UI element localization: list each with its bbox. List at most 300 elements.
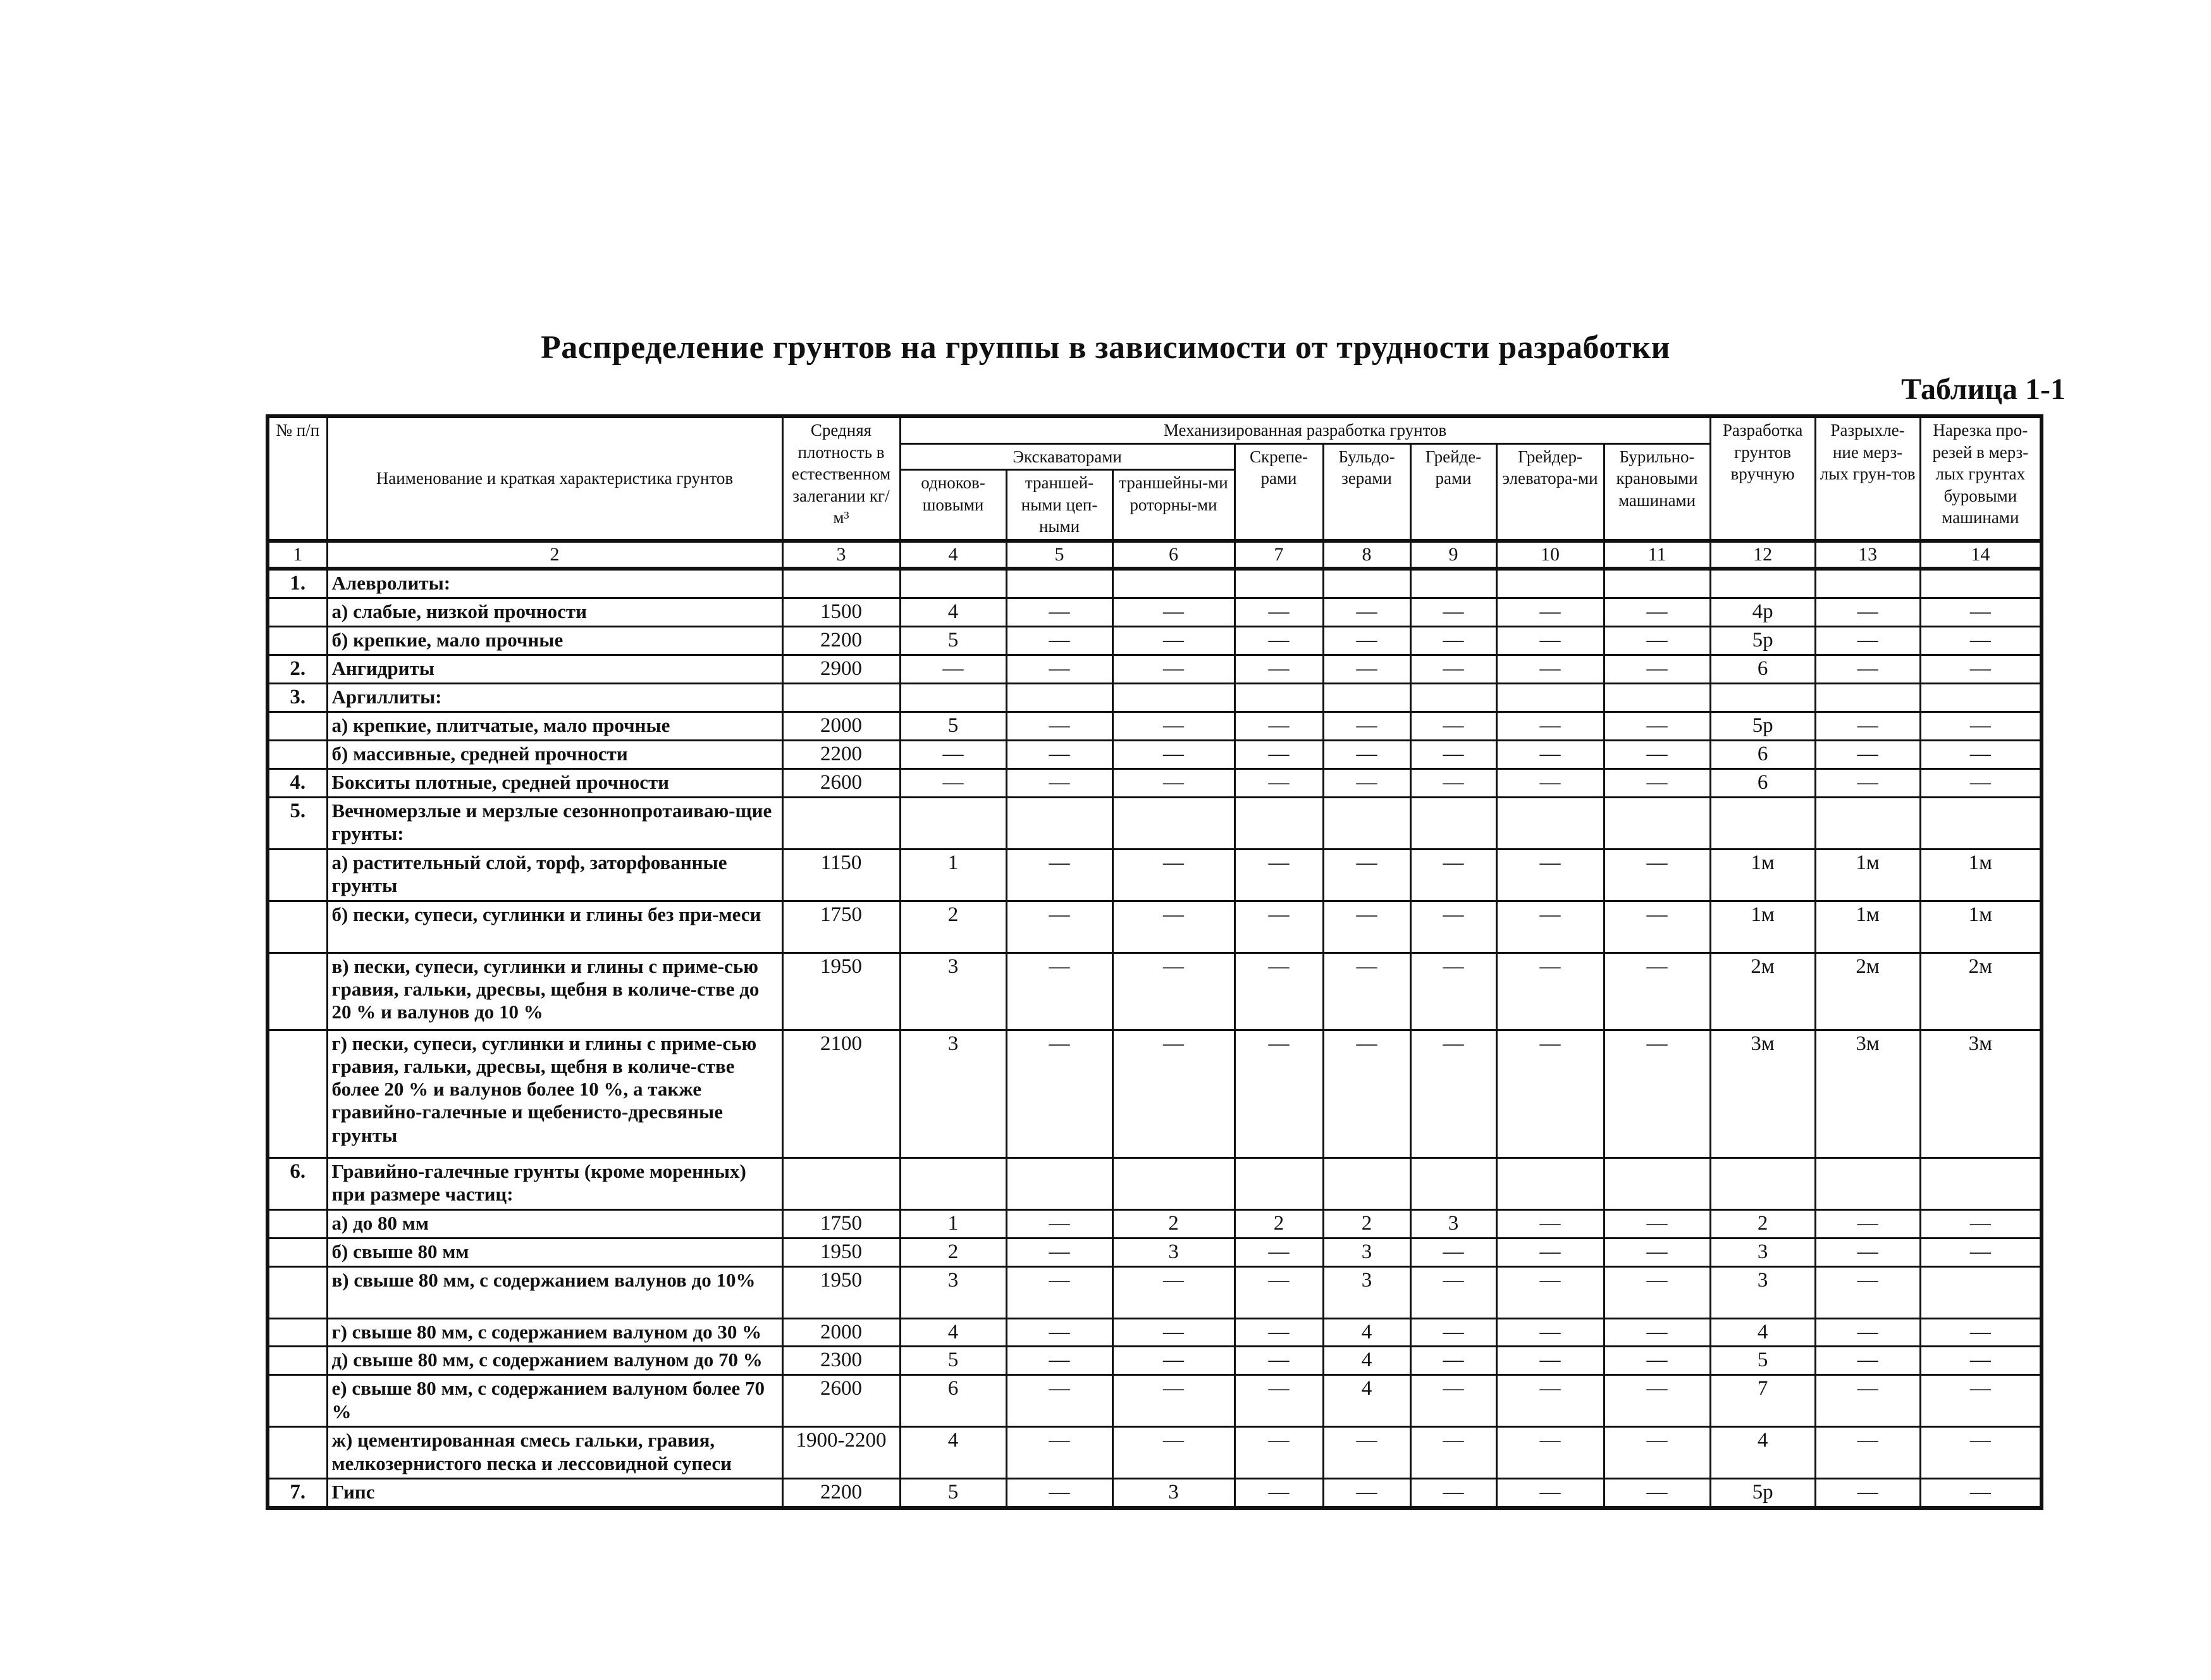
group-cell: — [1006, 655, 1112, 683]
soil-name: Вечномерзлые и мерзлые сезоннопротаиваю-щие грунты: [327, 797, 782, 849]
group-cell: — [1604, 740, 1710, 769]
soil-groups-table [266, 414, 2043, 1510]
group-cell: 2м [1710, 953, 1815, 1030]
soil-name: г) пески, супеси, суглинки и глины с приме-сью гравия, гальки, дресвы, щебня в количе-стве более 20 % и валунов более 10 %, а также гравийно-галечные и щебенисто-дресвяные грунты [327, 1030, 782, 1158]
group-cell [900, 569, 1006, 598]
row-number [268, 1427, 327, 1479]
group-cell: 1 [900, 849, 1006, 901]
group-cell [1235, 569, 1323, 598]
header-excavators: Экскаваторами [900, 443, 1235, 470]
group-cell [1410, 1158, 1496, 1209]
header-manual: Разработка грунтов вручную [1710, 416, 1815, 541]
group-cell [1920, 797, 2042, 849]
group-cell: — [1496, 1318, 1604, 1347]
group-cell: — [1235, 655, 1323, 683]
table-row [268, 1030, 2042, 1158]
table-row [268, 901, 2042, 953]
group-cell: 5р [1710, 627, 1815, 655]
header-mechanized: Механизированная разработка грунтов [900, 416, 1710, 443]
group-cell: — [1235, 740, 1323, 769]
group-cell [1710, 683, 1815, 712]
group-cell: — [1410, 1479, 1496, 1508]
soil-name: б) пески, супеси, суглинки и глины без при-меси [327, 901, 782, 953]
group-cell [1815, 1158, 1920, 1209]
group-cell: — [1604, 1375, 1710, 1427]
group-cell: — [1604, 598, 1710, 627]
group-cell: — [900, 769, 1006, 797]
group-cell: — [1496, 1209, 1604, 1238]
table-row [268, 1209, 2042, 1238]
column-number: 7 [1235, 541, 1323, 569]
group-cell: — [1410, 627, 1496, 655]
group-cell: — [1006, 627, 1112, 655]
group-cell: — [1496, 1030, 1604, 1158]
density-cell: 2100 [782, 1030, 900, 1158]
group-cell: 3м [1710, 1030, 1815, 1158]
group-cell: — [1112, 953, 1235, 1030]
density-cell: 2600 [782, 769, 900, 797]
group-cell: — [1410, 1427, 1496, 1479]
density-cell: 1150 [782, 849, 900, 901]
group-cell: 4 [1323, 1375, 1410, 1427]
table-row [268, 1427, 2042, 1479]
group-cell [900, 1158, 1006, 1209]
group-cell: 6 [1710, 740, 1815, 769]
group-cell: — [1815, 1375, 1920, 1427]
column-number: 6 [1112, 541, 1235, 569]
group-cell: — [1006, 1347, 1112, 1375]
group-cell [900, 797, 1006, 849]
group-cell [900, 683, 1006, 712]
group-cell: — [1604, 655, 1710, 683]
group-cell: — [1112, 1266, 1235, 1318]
group-cell: — [1604, 901, 1710, 953]
group-cell: — [1920, 712, 2042, 740]
soil-name: Аргиллиты: [327, 683, 782, 712]
header-num: № п/п [268, 416, 327, 541]
group-cell: — [1323, 740, 1410, 769]
soil-name: Гипс [327, 1479, 782, 1508]
density-cell: 1950 [782, 1238, 900, 1266]
group-cell: — [1604, 849, 1710, 901]
group-cell: — [1235, 627, 1323, 655]
group-cell: — [1496, 1427, 1604, 1479]
group-cell: 3м [1815, 1030, 1920, 1158]
group-cell: — [1235, 1375, 1323, 1427]
group-cell: — [1112, 1427, 1235, 1479]
soil-name: а) крепкие, плитчатые, мало прочные [327, 712, 782, 740]
header-density: Средняя плотность в естественном залегании кг/м³ [782, 416, 900, 541]
group-cell: 3 [900, 1030, 1006, 1158]
group-cell [1235, 797, 1323, 849]
table-row [268, 769, 2042, 797]
group-cell: — [1006, 769, 1112, 797]
column-number: 5 [1006, 541, 1112, 569]
group-cell: — [1815, 740, 1920, 769]
group-cell: 3 [1112, 1479, 1235, 1508]
group-cell [1920, 569, 2042, 598]
group-cell: 2 [1323, 1209, 1410, 1238]
density-cell [782, 683, 900, 712]
row-number [268, 740, 327, 769]
column-number: 8 [1323, 541, 1410, 569]
column-number: 10 [1496, 541, 1604, 569]
group-cell: — [1006, 1318, 1112, 1347]
group-cell: — [1815, 627, 1920, 655]
group-cell: — [1235, 1238, 1323, 1266]
group-cell: — [1323, 627, 1410, 655]
group-cell: 2 [1710, 1209, 1815, 1238]
group-cell: — [1235, 1479, 1323, 1508]
row-number [268, 1318, 327, 1347]
soil-name: е) свыше 80 мм, с содержанием валуном более 70 % [327, 1375, 782, 1427]
soil-name: б) массивные, средней прочности [327, 740, 782, 769]
group-cell: — [900, 655, 1006, 683]
group-cell: — [1496, 1479, 1604, 1508]
group-cell: — [1112, 1347, 1235, 1375]
group-cell: 1м [1815, 901, 1920, 953]
group-cell: — [1410, 1375, 1496, 1427]
row-number [268, 1238, 327, 1266]
soil-name: Ангидриты [327, 655, 782, 683]
group-cell: — [1920, 598, 2042, 627]
group-cell: — [1410, 1030, 1496, 1158]
density-cell: 1750 [782, 901, 900, 953]
group-cell: 6 [900, 1375, 1006, 1427]
group-cell: — [1235, 1318, 1323, 1347]
group-cell [1112, 569, 1235, 598]
group-cell [1410, 569, 1496, 598]
density-cell: 2200 [782, 1479, 900, 1508]
group-cell: — [1604, 953, 1710, 1030]
group-cell: — [1920, 1209, 2042, 1238]
group-cell: — [1496, 901, 1604, 953]
group-cell [1496, 683, 1604, 712]
group-cell: — [1604, 1209, 1710, 1238]
header-grader-elevators: Грейдер-элеватора-ми [1496, 443, 1604, 541]
group-cell: 3 [900, 1266, 1006, 1318]
group-cell: — [1496, 769, 1604, 797]
group-cell: — [1496, 1238, 1604, 1266]
soil-name: в) пески, супеси, суглинки и глины с приме-сью гравия, гальки, дресвы, щебня в количе-стве до 20 % и валунов до 10 % [327, 953, 782, 1030]
header-single-bucket: одноков-шовыми [900, 470, 1006, 541]
table-row [268, 569, 2042, 598]
group-cell: — [1496, 740, 1604, 769]
group-cell: — [1496, 712, 1604, 740]
group-cell: — [1006, 901, 1112, 953]
soil-name: в) свыше 80 мм, с содержанием валунов до 10% [327, 1266, 782, 1318]
group-cell: 5 [900, 1479, 1006, 1508]
group-cell: — [1410, 712, 1496, 740]
group-cell: — [1410, 849, 1496, 901]
group-cell: — [1920, 1375, 2042, 1427]
group-cell: 7 [1710, 1375, 1815, 1427]
group-cell: 2 [900, 1238, 1006, 1266]
group-cell: — [1235, 712, 1323, 740]
column-number: 11 [1604, 541, 1710, 569]
row-number [268, 953, 327, 1030]
group-cell [1006, 569, 1112, 598]
group-cell: 3 [1710, 1238, 1815, 1266]
density-cell [782, 797, 900, 849]
group-cell [1710, 1158, 1815, 1209]
table-row [268, 598, 2042, 627]
group-cell: — [1815, 1479, 1920, 1508]
group-cell: — [1604, 712, 1710, 740]
group-cell: — [1323, 655, 1410, 683]
header-loosening: Разрыхле-ние мерз-лых грун-тов [1815, 416, 1920, 541]
group-cell: 6 [1710, 655, 1815, 683]
row-number [268, 1347, 327, 1375]
group-cell: — [1496, 1375, 1604, 1427]
group-cell: — [1496, 1266, 1604, 1318]
group-cell: 3 [1710, 1266, 1815, 1318]
group-cell: — [1815, 655, 1920, 683]
table-row [268, 1318, 2042, 1347]
table-row [268, 1266, 2042, 1318]
column-number: 2 [327, 541, 782, 569]
group-cell: — [1410, 769, 1496, 797]
group-cell: 3м [1920, 1030, 2042, 1158]
group-cell: — [1112, 769, 1235, 797]
group-cell: 4 [1710, 1427, 1815, 1479]
group-cell: — [1323, 769, 1410, 797]
group-cell: — [1815, 1209, 1920, 1238]
group-cell: — [1604, 627, 1710, 655]
row-number [268, 627, 327, 655]
group-cell: — [1410, 1347, 1496, 1375]
group-cell: — [1235, 953, 1323, 1030]
group-cell [1323, 569, 1410, 598]
table-row [268, 1479, 2042, 1508]
density-cell: 2300 [782, 1347, 900, 1375]
group-cell: 5р [1710, 1479, 1815, 1508]
group-cell [1815, 683, 1920, 712]
row-number: 4. [268, 769, 327, 797]
group-cell: 3 [1323, 1266, 1410, 1318]
column-number: 1 [268, 541, 327, 569]
column-number: 4 [900, 541, 1006, 569]
table-row [268, 1238, 2042, 1266]
group-cell: — [1496, 1347, 1604, 1375]
group-cell: — [1006, 1209, 1112, 1238]
group-cell [1112, 797, 1235, 849]
row-number: 6. [268, 1158, 327, 1209]
group-cell: — [1112, 849, 1235, 901]
row-number [268, 1375, 327, 1427]
group-cell [1604, 797, 1710, 849]
group-cell [1920, 1266, 2042, 1318]
header-bulldozers: Бульдо-зерами [1323, 443, 1410, 541]
group-cell: — [1410, 655, 1496, 683]
density-cell: 2200 [782, 627, 900, 655]
table-row [268, 1158, 2042, 1209]
group-cell: 3 [1112, 1238, 1235, 1266]
soil-name: а) до 80 мм [327, 1209, 782, 1238]
group-cell: — [1496, 655, 1604, 683]
group-cell: — [1604, 1318, 1710, 1347]
group-cell [1496, 569, 1604, 598]
group-cell: — [1323, 1479, 1410, 1508]
row-number [268, 712, 327, 740]
group-cell: 2 [900, 901, 1006, 953]
group-cell: — [1815, 598, 1920, 627]
group-cell: — [1006, 1266, 1112, 1318]
group-cell: 2м [1815, 953, 1920, 1030]
group-cell: — [1920, 627, 2042, 655]
table-row [268, 797, 2042, 849]
group-cell: — [1323, 901, 1410, 953]
group-cell [1006, 797, 1112, 849]
group-cell [1112, 683, 1235, 712]
group-cell: — [1112, 1375, 1235, 1427]
group-cell: — [1006, 1479, 1112, 1508]
row-number: 2. [268, 655, 327, 683]
group-cell: — [1235, 769, 1323, 797]
row-number: 3. [268, 683, 327, 712]
group-cell: 3 [1323, 1238, 1410, 1266]
group-cell: — [1235, 1266, 1323, 1318]
soil-name: ж) цементированная смесь гальки, гравия, мелкозернистого песка и лессовидной супеси [327, 1427, 782, 1479]
group-cell: — [1496, 849, 1604, 901]
group-cell: — [1112, 712, 1235, 740]
density-cell: 2000 [782, 1318, 900, 1347]
group-cell: 2 [1235, 1209, 1323, 1238]
group-cell: — [1235, 1347, 1323, 1375]
table-row [268, 655, 2042, 683]
group-cell: 1м [1710, 901, 1815, 953]
group-cell: — [1006, 849, 1112, 901]
group-cell: — [1920, 1238, 2042, 1266]
group-cell [1496, 797, 1604, 849]
group-cell [1323, 683, 1410, 712]
soil-name: Бокситы плотные, средней прочности [327, 769, 782, 797]
page-title: Распределение грунтов на группы в зависимости от трудности разработки [540, 330, 1671, 366]
group-cell: — [1604, 1479, 1710, 1508]
group-cell: 1м [1815, 849, 1920, 901]
table-row [268, 849, 2042, 901]
group-cell: — [1006, 1030, 1112, 1158]
density-cell: 2000 [782, 712, 900, 740]
column-number: 13 [1815, 541, 1920, 569]
density-cell: 1750 [782, 1209, 900, 1238]
row-number: 7. [268, 1479, 327, 1508]
group-cell [1710, 797, 1815, 849]
header-cutting: Нарезка про-резей в мерз-лых грунтах буровыми машинами [1920, 416, 2042, 541]
header-trench-chain: траншей-ными цеп-ными [1006, 470, 1112, 541]
table-body [268, 569, 2042, 1508]
soil-name: б) свыше 80 мм [327, 1238, 782, 1266]
group-cell: — [1815, 712, 1920, 740]
group-cell: — [1323, 712, 1410, 740]
density-cell: 2200 [782, 740, 900, 769]
group-cell: — [1920, 1318, 2042, 1347]
group-cell: — [1112, 740, 1235, 769]
row-number: 1. [268, 569, 327, 598]
group-cell: — [1323, 1427, 1410, 1479]
group-cell: — [1323, 1030, 1410, 1158]
group-cell: — [1920, 1347, 2042, 1375]
group-cell [1112, 1158, 1235, 1209]
group-cell: 1м [1920, 849, 2042, 901]
group-cell [1006, 683, 1112, 712]
density-cell [782, 1158, 900, 1209]
group-cell: — [1604, 1266, 1710, 1318]
column-number: 3 [782, 541, 900, 569]
group-cell [1815, 797, 1920, 849]
header-name: Наименование и краткая характеристика грунтов [327, 416, 782, 541]
group-cell: — [1410, 901, 1496, 953]
density-cell: 1950 [782, 953, 900, 1030]
header-drill-crane: Бурильно-крановыми машинами [1604, 443, 1710, 541]
density-cell: 1900-2200 [782, 1427, 900, 1479]
group-cell [1006, 1158, 1112, 1209]
group-cell: — [1496, 953, 1604, 1030]
group-cell: 4 [900, 1318, 1006, 1347]
group-cell: 5р [1710, 712, 1815, 740]
group-cell: — [1920, 1427, 2042, 1479]
row-number [268, 849, 327, 901]
group-cell: — [1410, 953, 1496, 1030]
group-cell: — [1410, 1318, 1496, 1347]
header-graders: Грейде-рами [1410, 443, 1496, 541]
group-cell: 5 [900, 627, 1006, 655]
group-cell: 4р [1710, 598, 1815, 627]
group-cell: 1м [1920, 901, 2042, 953]
group-cell: — [1496, 598, 1604, 627]
group-cell [1604, 569, 1710, 598]
group-cell: — [1410, 740, 1496, 769]
group-cell: — [1112, 1318, 1235, 1347]
group-cell [1920, 683, 2042, 712]
group-cell [1815, 569, 1920, 598]
group-cell: — [1815, 1238, 1920, 1266]
group-cell: 4 [1323, 1347, 1410, 1375]
group-cell: — [1235, 901, 1323, 953]
group-cell: — [1604, 769, 1710, 797]
row-number [268, 1030, 327, 1158]
group-cell: — [1410, 1238, 1496, 1266]
group-cell: — [1604, 1427, 1710, 1479]
group-cell: — [1006, 1375, 1112, 1427]
group-cell: — [1604, 1238, 1710, 1266]
group-cell: 3 [1410, 1209, 1496, 1238]
table-label: Таблица 1-1 [1901, 373, 2066, 406]
group-cell [1710, 569, 1815, 598]
density-cell: 2600 [782, 1375, 900, 1427]
group-cell: — [1323, 953, 1410, 1030]
group-cell: 1м [1710, 849, 1815, 901]
group-cell: — [1815, 1318, 1920, 1347]
group-cell: 5 [900, 712, 1006, 740]
header-trench-rotor: траншейны-ми роторны-ми [1112, 470, 1235, 541]
group-cell [1496, 1158, 1604, 1209]
row-number [268, 901, 327, 953]
group-cell: — [1006, 953, 1112, 1030]
soil-name: б) крепкие, мало прочные [327, 627, 782, 655]
group-cell [1920, 1158, 2042, 1209]
group-cell: — [1112, 627, 1235, 655]
group-cell [1235, 683, 1323, 712]
group-cell: — [1815, 1347, 1920, 1375]
group-cell [1410, 683, 1496, 712]
group-cell: — [1112, 901, 1235, 953]
density-cell [782, 569, 900, 598]
table-row [268, 627, 2042, 655]
header-scrapers: Скрепе-рами [1235, 443, 1323, 541]
group-cell: — [1006, 1427, 1112, 1479]
row-number [268, 1266, 327, 1318]
